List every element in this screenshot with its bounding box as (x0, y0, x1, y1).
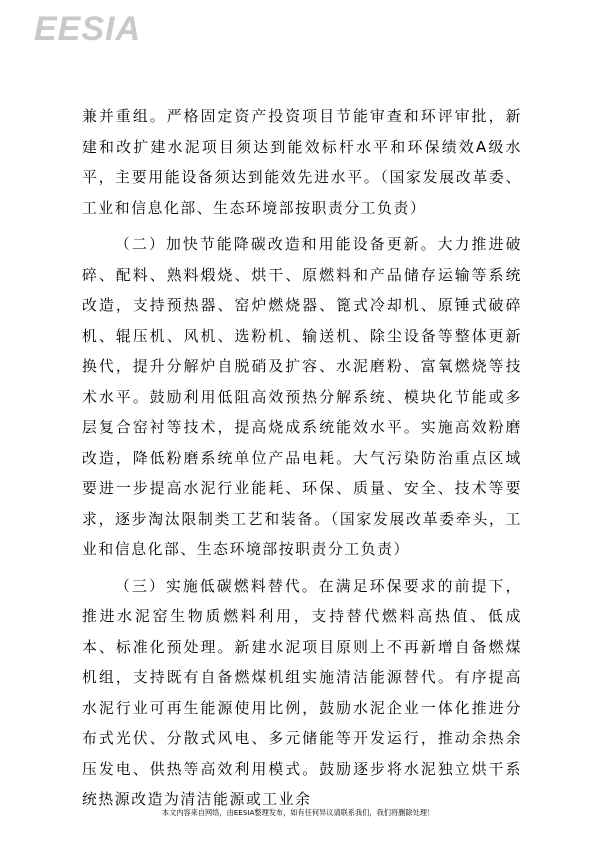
paragraph-2: （二）加快节能降碳改造和用能设备更新。大力推进破碎、配料、熟料煅烧、烘干、原燃料和产品储存运输等系统改造，支持预热器、窑炉燃烧器、篦式冷却机、原锤式破碎机、辊压机、风机、选粉机、输送机、除尘设备等整体更新换代，提升分解炉自脱硝及扩容、水泥磨粉、富氧燃烧等技术水平。鼓励利用低阻高效预热分解系统、模块化节能或多层复合窑衬等技术，提高烧成系统能效水平。实施高效粉磨改造，降低粉磨系统单位产品电耗。大气污染防治重点区域要进一步提高水泥行业能耗、环保、质量、安全、技术等要求，逐步淘汰限制类工艺和装备。（国家发展改革委牵头，工业和信息化部、生态环境部按职责分工负责） (82, 236, 522, 558)
paragraph-3: （三）实施低碳燃料替代。在满足环保要求的前提下，推进水泥窑生物质燃料利用，支持替代燃料高热值、低成本、标准化预处理。新建水泥项目原则上不再新增自备燃煤机组，支持既有自备燃煤机组实施清洁能源替代。有序提高水泥行业可再生能源使用比例，鼓励水泥企业一体化推进分布式光伏、分散式风电、多元储能等开发运行，推动余热余压发电、供热等高效利用模式。鼓励逐步将水泥独立烘干系统热源改造为清洁能源或工业余 (82, 577, 522, 808)
document-body (82, 102, 522, 816)
footer-notice: 本文内容来自网络，由EESIA整理发布，如有任何异议请联系我们，我们将删除处理！ (161, 808, 435, 817)
paragraph-1: 兼并重组。严格固定资产投资项目节能审查和环评审批，新建和改扩建水泥项目须达到能效标杆水平和环保绩效A级水平，主要用能设备须达到能效先进水平。（国家发展改革委、工业和信息化部、生态环境部按职责分工负责） (82, 108, 522, 217)
eesia-logo: EESIA (34, 10, 142, 48)
